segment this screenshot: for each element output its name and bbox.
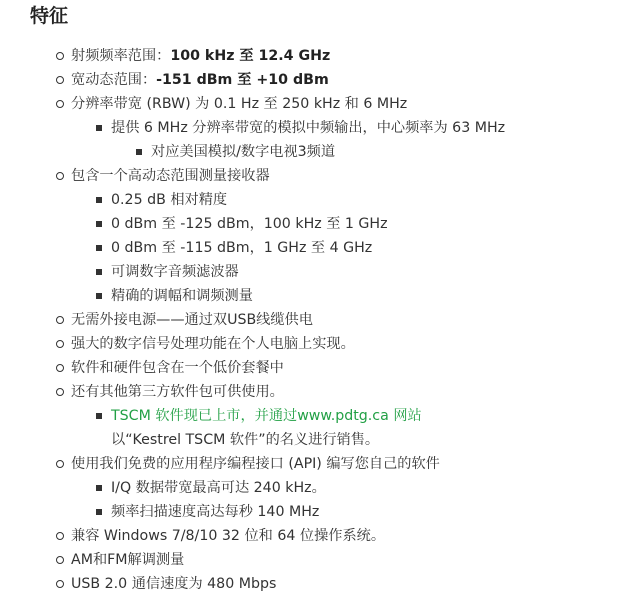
- freq-range-label: 射频频率范围：: [71, 48, 171, 64]
- receiver-sub-text: 可调数字音频滤波器: [111, 264, 239, 280]
- freq-range-value: 100 kHz 至 12.4 GHz: [170, 48, 331, 64]
- am-fm-text: AM和FM解调测量: [71, 552, 185, 568]
- square-bullet-icon: [96, 293, 102, 299]
- square-bullet-icon: [96, 413, 102, 419]
- third-party-text: 还有其他第三方软件包可供使用。: [71, 384, 284, 400]
- hollow-circle-bullet-icon: [56, 340, 64, 348]
- power-text: 无需外接电源——通过双USB线缆供电: [71, 312, 313, 328]
- square-bullet-icon: [96, 485, 102, 491]
- hollow-circle-bullet-icon: [56, 580, 64, 588]
- dynamic-range-label: 宽动态范围：: [71, 72, 157, 88]
- hollow-circle-bullet-icon: [56, 460, 64, 468]
- list-item-receiver-sub: [96, 263, 239, 281]
- usb-text: USB 2.0 通信速度为 480 Mbps: [71, 576, 277, 592]
- square-bullet-icon: [96, 125, 102, 131]
- list-item-receiver-sub: [96, 191, 227, 209]
- os-text: 兼容 Windows 7/8/10 32 位和 64 位操作系统。: [71, 528, 386, 544]
- list-item-api-sub: [96, 479, 326, 497]
- list-item-api: [56, 455, 440, 473]
- list-item-usb: [56, 575, 276, 593]
- list-item-third-party: [56, 383, 284, 401]
- list-item-dynamic-range: [56, 71, 329, 89]
- hollow-circle-bullet-icon: [56, 388, 64, 396]
- list-item-power: [56, 311, 313, 329]
- rbw-sub-sub-text: 对应美国模拟/数字电视3频道: [151, 144, 336, 160]
- section-heading: 特征: [30, 5, 69, 27]
- list-item-package: [56, 359, 284, 377]
- hollow-circle-bullet-icon: [56, 556, 64, 564]
- list-item-rbw-sub-sub: [136, 143, 335, 161]
- square-bullet-icon: [96, 269, 102, 275]
- square-bullet-icon: [96, 221, 102, 227]
- list-item-am-fm: [56, 551, 184, 569]
- receiver-sub-text: 0 dBm 至 -125 dBm，100 kHz 至 1 GHz: [111, 216, 388, 232]
- tscm-link[interactable]: TSCM 软件现已上市，并通过www.pdtg.ca 网站: [111, 408, 422, 424]
- hollow-circle-bullet-icon: [56, 316, 64, 324]
- receiver-sub-text: 精确的调幅和调频测量: [111, 288, 253, 304]
- package-text: 软件和硬件包含在一个低价套餐中: [71, 360, 284, 376]
- rbw-text: 分辨率带宽 (RBW) 为 0.1 Hz 至 250 kHz 和 6 MHz: [71, 96, 408, 112]
- hollow-circle-bullet-icon: [56, 532, 64, 540]
- hollow-circle-bullet-icon: [56, 52, 64, 60]
- receiver-sub-text: 0 dBm 至 -115 dBm，1 GHz 至 4 GHz: [111, 240, 373, 256]
- rbw-sub-text: 提供 6 MHz 分辨率带宽的模拟中频输出，中心频率为 63 MHz: [111, 120, 506, 136]
- square-bullet-icon: [96, 197, 102, 203]
- api-sub-text: I/Q 数据带宽最高可达 240 kHz。: [111, 480, 326, 496]
- hollow-circle-bullet-icon: [56, 76, 64, 84]
- tscm-note-text: 以“Kestrel TSCM 软件”的名义进行销售。: [111, 432, 380, 448]
- tscm-note-row: [111, 431, 379, 449]
- list-item-receiver-sub: [96, 215, 388, 233]
- hollow-circle-bullet-icon: [56, 172, 64, 180]
- receiver-sub-text: 0.25 dB 相对精度: [111, 192, 228, 208]
- list-item-receiver-sub: [96, 287, 253, 305]
- list-item-os: [56, 527, 385, 545]
- list-item-receiver: [56, 167, 270, 185]
- list-item-dsp: [56, 335, 355, 353]
- api-sub-text: 频率扫描速度高达每秒 140 MHz: [111, 504, 320, 520]
- list-item-api-sub: [96, 503, 319, 521]
- api-text: 使用我们免费的应用程序编程接口 (API) 编写您自己的软件: [71, 456, 440, 472]
- hollow-circle-bullet-icon: [56, 100, 64, 108]
- square-bullet-icon: [136, 149, 142, 155]
- square-bullet-icon: [96, 509, 102, 515]
- dynamic-range-value: -151 dBm 至 +10 dBm: [156, 72, 329, 88]
- dsp-text: 强大的数字信号处理功能在个人电脑上实现。: [71, 336, 355, 352]
- receiver-text: 包含一个高动态范围测量接收器: [71, 168, 270, 184]
- list-item-freq-range: [56, 47, 330, 65]
- list-item-receiver-sub: [96, 239, 372, 257]
- list-item-rbw: [56, 95, 407, 113]
- list-item-rbw-sub: [96, 119, 505, 137]
- hollow-circle-bullet-icon: [56, 364, 64, 372]
- list-item-tscm: [96, 407, 422, 425]
- square-bullet-icon: [96, 245, 102, 251]
